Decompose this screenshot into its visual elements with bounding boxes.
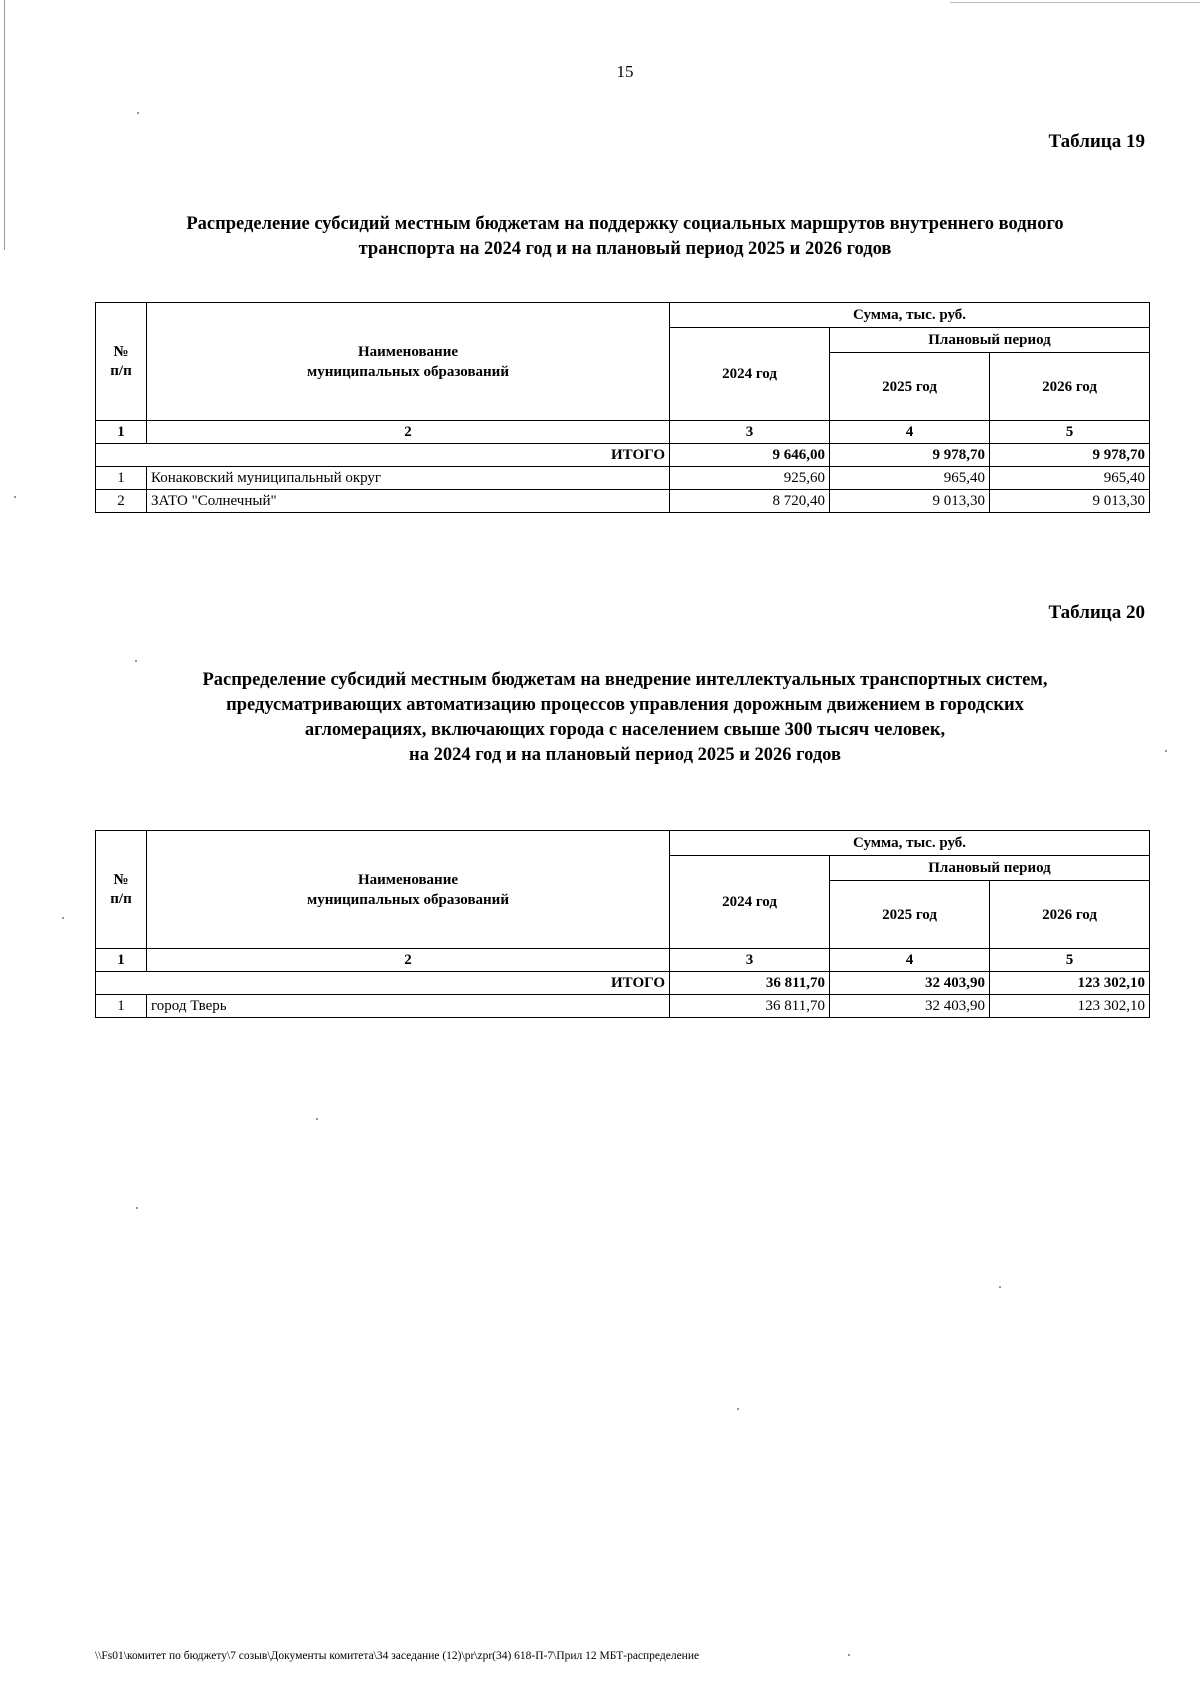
table-row: 1 Конаковский муниципальный округ 925,60 965,40 965,40 xyxy=(96,467,1150,490)
table19-title-line2: транспорта на 2024 год и на плановый период 2025 и 2026 годов xyxy=(358,239,892,259)
scan-edge-top xyxy=(950,2,1200,3)
scan-edge-left xyxy=(4,0,5,250)
index-row: 1 2 3 4 5 xyxy=(96,949,1150,972)
table20 xyxy=(95,830,1150,1018)
total-label: ИТОГО xyxy=(96,444,670,467)
table19 xyxy=(95,302,1150,513)
table20-title-line4: на 2024 год и на плановый период 2025 и 2026 годов xyxy=(409,745,841,765)
index-row: 1 2 3 4 5 xyxy=(96,421,1150,444)
header-2024: 2024 год xyxy=(670,856,830,949)
scan-speck xyxy=(135,660,137,662)
header-2024: 2024 год xyxy=(670,328,830,421)
total-row xyxy=(96,972,1150,995)
table20-title-line1: Распределение субсидий местным бюджетам на внедрение интеллектуальных транспортных систем, xyxy=(202,670,1048,690)
scan-speck xyxy=(848,1654,850,1656)
header-2026: 2026 год xyxy=(990,881,1150,949)
scan-speck xyxy=(136,1207,138,1209)
total-row xyxy=(96,444,1150,467)
table19-title xyxy=(120,212,1130,262)
table-row: 2 ЗАТО "Солнечный" 8 720,40 9 013,30 9 013,30 xyxy=(96,490,1150,513)
header-num: № п/п xyxy=(96,303,147,421)
table20-title xyxy=(120,668,1130,768)
table20-title-line3: агломерациях, включающих города с населением свыше 300 тысяч человек, xyxy=(304,720,946,740)
total-2026: 123 302,10 xyxy=(990,972,1150,995)
scan-speck xyxy=(737,1408,739,1410)
scan-speck xyxy=(137,112,139,114)
scan-speck xyxy=(1165,750,1167,752)
total-2025: 9 978,70 xyxy=(830,444,990,467)
scan-speck xyxy=(316,1118,318,1120)
table19-title-line1: Распределение субсидий местным бюджетам на поддержку социальных маршрутов внутреннего водного xyxy=(186,214,1064,234)
header-plan: Плановый период xyxy=(830,856,1150,881)
table20-title-line2: предусматривающих автоматизацию процессов управления дорожным движением в городских xyxy=(226,695,1024,715)
table-row: 1 город Тверь 36 811,70 32 403,90 123 302,10 xyxy=(96,995,1150,1018)
total-label: ИТОГО xyxy=(96,972,670,995)
header-2025: 2025 год xyxy=(830,881,990,949)
header-num: № п/п xyxy=(96,831,147,949)
table20-label: Таблица 20 xyxy=(1048,602,1145,623)
scan-speck xyxy=(999,1286,1001,1288)
header-plan: Плановый период xyxy=(830,328,1150,353)
header-2025: 2025 год xyxy=(830,353,990,421)
total-2024: 9 646,00 xyxy=(670,444,830,467)
scan-speck xyxy=(62,917,64,919)
header-sum: Сумма, тыс. руб. xyxy=(670,303,1150,328)
header-2026: 2026 год xyxy=(990,353,1150,421)
page-number: 15 xyxy=(616,62,634,81)
header-name: Наименование муниципальных образований xyxy=(147,303,670,421)
total-2026: 9 978,70 xyxy=(990,444,1150,467)
total-2024: 36 811,70 xyxy=(670,972,830,995)
header-sum: Сумма, тыс. руб. xyxy=(670,831,1150,856)
header-name: Наименование муниципальных образований xyxy=(147,831,670,949)
footer-file-path: \\Fs01\комитет по бюджету\7 созыв\Документы комитета\34 заседание (12)\pr\zpr(34) 618-П-7\Прил 12 МБТ-распределение xyxy=(95,1650,700,1662)
scan-speck xyxy=(14,496,16,498)
table19-label: Таблица 19 xyxy=(1048,131,1145,152)
total-2025: 32 403,90 xyxy=(830,972,990,995)
